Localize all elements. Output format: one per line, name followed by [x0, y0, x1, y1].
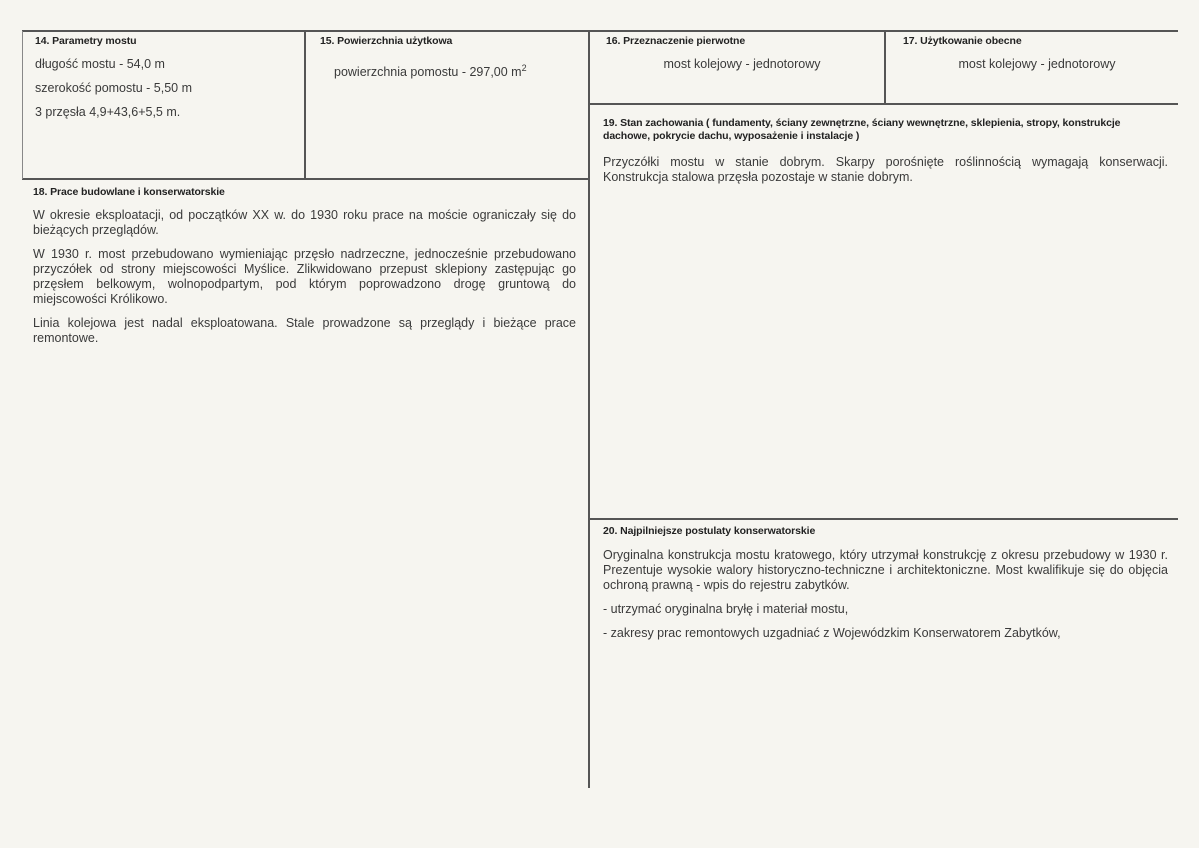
- section-19: [603, 117, 1168, 185]
- divider-16-17: [884, 31, 886, 104]
- deck-width: szerokość pomostu - 5,50 m: [35, 81, 193, 95]
- section-16: [606, 35, 878, 72]
- section-16-title: 16. Przeznaczenie pierwotne: [606, 35, 746, 47]
- deck-area: powierzchnia pomostu - 297,00 m: [334, 65, 522, 80]
- section-14-title: 14. Parametry mostu: [35, 35, 137, 47]
- works-paragraph-3: Linia kolejowa jest nadal eksploatowana. Stale prowadzone są przeglądy i bieżące prace remontowe.: [33, 316, 576, 345]
- section-17-title: 17. Użytkowanie obecne: [903, 35, 1022, 47]
- bridge-length: długość mostu - 54,0 m: [35, 57, 165, 71]
- divider-main-vertical: [588, 31, 590, 788]
- postulates-item-1: - utrzymać oryginalna bryłę i materiał mostu,: [603, 602, 849, 616]
- area-unit-superscript: 2: [521, 63, 527, 73]
- divider-left-row2: [22, 178, 589, 180]
- works-paragraph-2: W 1930 r. most przebudowano wymieniając przęsło nadrzeczne, jednocześnie przebudowano przyczółek od strony miejscowości Myślice. Zlikwidowano przepust sklepiony zastępując go przęsłem belkowym, wolnopodpartym, pod którym poprowadzono drogę gruntową do miejscowości Królikowo.: [33, 247, 576, 306]
- section-14: [35, 35, 297, 120]
- left-border: [22, 31, 23, 179]
- spans: 3 przęsła 4,9+43,6+5,5 m.: [35, 105, 181, 119]
- divider-right-row2: [589, 103, 1178, 105]
- top-border: [22, 30, 1178, 32]
- section-15-title: 15. Powierzchnia użytkowa: [320, 35, 453, 47]
- works-paragraph-1: W okresie eksploatacji, od początków XX w. do 1930 roku prace na moście ograniczały się do bieżących przeglądów.: [33, 208, 576, 237]
- section-17: [903, 35, 1171, 72]
- section-18-title: 18. Prace budowlane i konserwatorskie: [33, 186, 225, 198]
- section-19-title: 19. Stan zachowania ( fundamenty, ściany zewnętrzne, ściany wewnętrzne, sklepienia, stropy, konstrukcje dachowe, pokrycie dachu, wyposażenie i instalacje ): [603, 117, 1121, 142]
- postulates-item-2: - zakresy prac remontowych uzgadniać z Wojewódzkim Konserwatorem Zabytków,: [603, 626, 1061, 640]
- divider-right-row3: [589, 518, 1178, 520]
- section-15: [320, 35, 582, 80]
- postulates-paragraph-1: Oryginalna konstrukcja mostu kratowego, który utrzymał konstrukcję z okresu przebudowy w 1930 r. Prezentuje wysokie walory historyczno-techniczne i architektoniczne. Most kwalifikuje się do objęcia ochroną prawną - wpis do rejestru zabytków.: [603, 548, 1168, 592]
- section-20: [603, 525, 1168, 650]
- section-18: [33, 186, 576, 355]
- condition-text: Przyczółki mostu w stanie dobrym. Skarpy porośnięte roślinnością wymagają konserwacji. Konstrukcja stalowa przęsła pozostaje w stanie dobrym.: [603, 155, 1168, 184]
- section-20-title: 20. Najpilniejsze postulaty konserwatorskie: [603, 525, 816, 537]
- original-purpose: most kolejowy - jednotorowy: [663, 57, 821, 71]
- current-use: most kolejowy - jednotorowy: [958, 57, 1116, 71]
- divider-14-15: [304, 31, 306, 179]
